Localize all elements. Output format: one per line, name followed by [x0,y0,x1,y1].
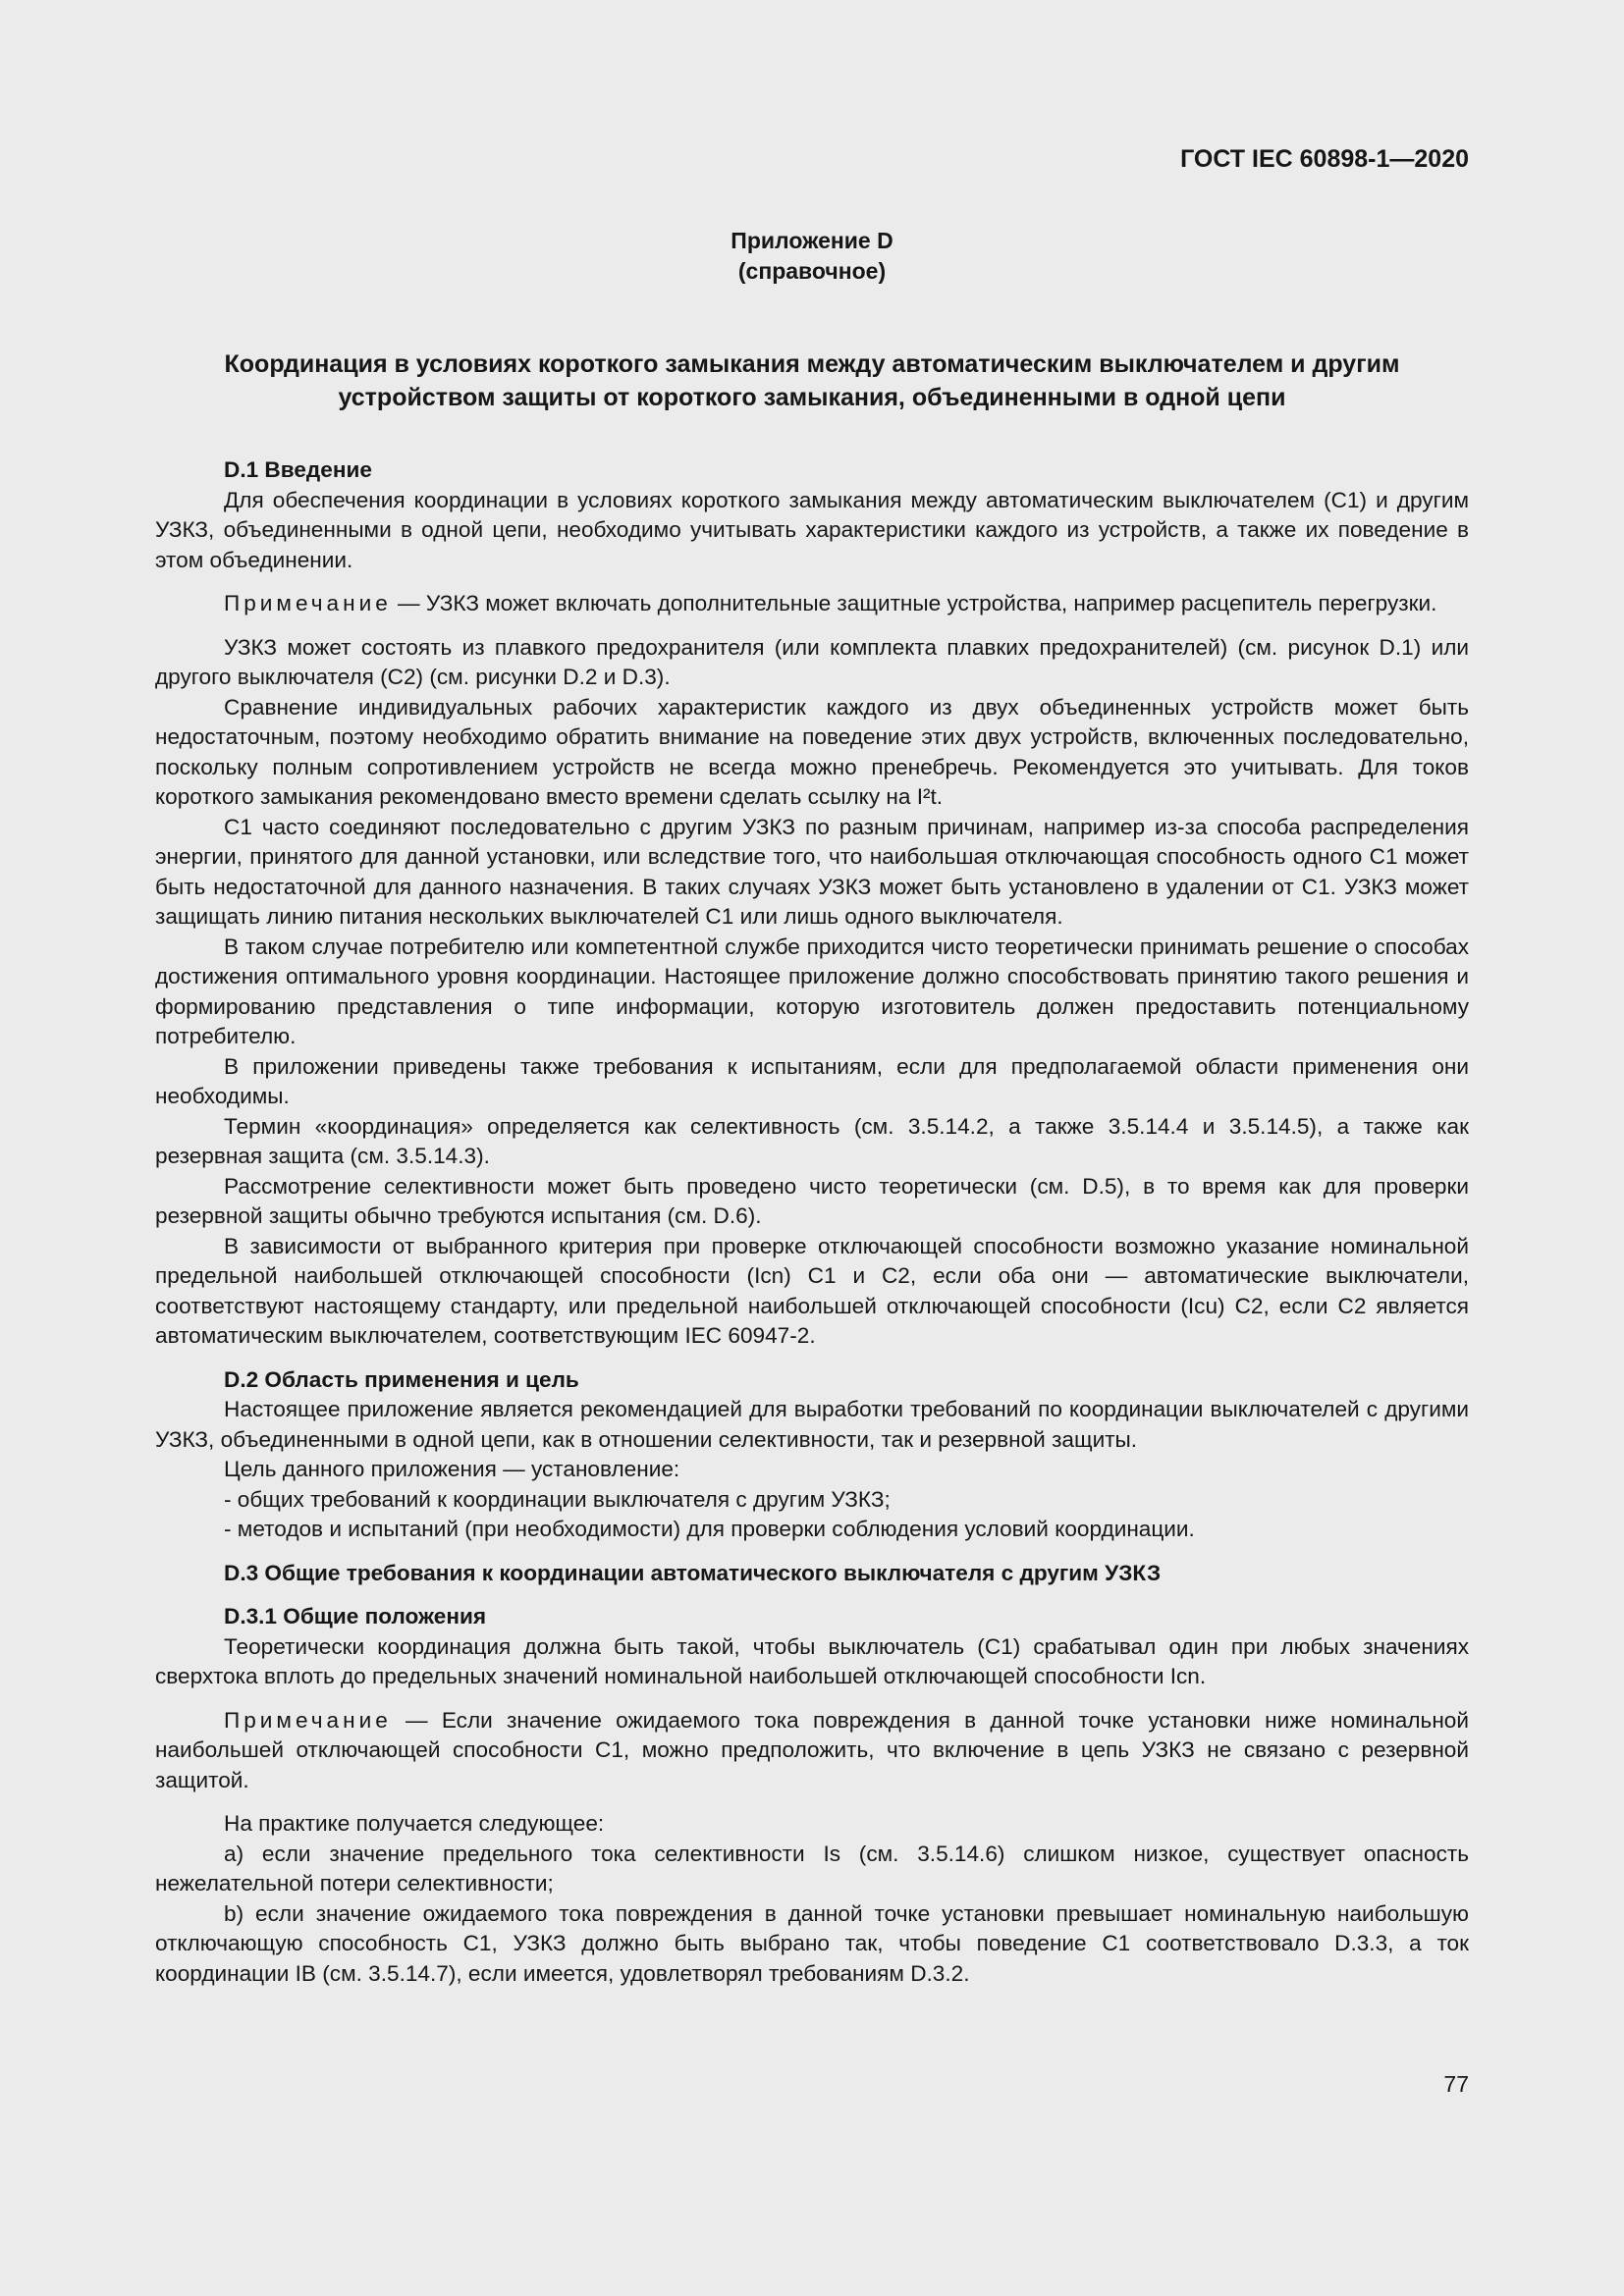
paragraph: В зависимости от выбранного критерия при проверке отключающей способности возможно указание номинальной предельной наибольшей отключающей способности (Icn) C1 и C2, если оба они — автоматические выключатели, соответствуют настоящему стандарту, или предельной наибольшей отключающей способности (Icu) C2, если C2 является автоматическим выключателем, соответствующим IEC 60947-2. [155,1233,1469,1348]
paragraph: УЗКЗ может состоять из плавкого предохранителя (или комплекта плавких предохранителей) (см. рисунок D.1) или другого выключателя (C2) (см. рисунки D.2 и D.3). [155,634,1469,689]
list-item: a) если значение предельного тока селективности Is (см. 3.5.14.6) слишком низкое, существует опасность нежелательной потери селективности; [155,1841,1469,1896]
paragraph: Рассмотрение селективности может быть проведено чисто теоретически (см. D.5), в то время как для проверки резервной защиты обычно требуются испытания (см. D.6). [155,1173,1469,1228]
section-heading-d1: D.1 Введение [224,457,372,482]
list-item: b) если значение ожидаемого тока повреждения в данной точке установки превышает номинальную наибольшую отключающую способность C1, УЗКЗ должно быть выбрано так, чтобы поведение C1 соответствовало D.3.3, а ток координации IB (см. 3.5.14.7), если имеется, удовлетворял требованиям D.3.2. [155,1900,1469,1986]
list-item: - общих требований к координации выключателя с другим УЗКЗ; [224,1486,891,1512]
appendix-kind: (справочное) [737,258,887,284]
appendix-title: Приложение D [731,228,893,253]
note-text: — Если значение ожидаемого тока повреждения в данной точке установки ниже номинальной наибольшей отключающей способности C1, можно предположить, что включение в цепь УЗКЗ не связано с резервной защитой. [155,1707,1469,1792]
title-line-2: устройством защиты от короткого замыкания, объединенными в одной цепи [338,384,1286,411]
paragraph: Сравнение индивидуальных рабочих характеристик каждого из двух объединенных устройств может быть недостаточным, поэтому необходимо обратить внимание на поведение этих двух устройств, включенных последовательно, поскольку полным сопротивлением устройств не всегда можно пренебречь. Рекомендуется это учитывать. Для токов короткого замыкания рекомендовано вместо времени сделать ссылку на I²t. [155,694,1469,809]
paragraph: Настоящее приложение является рекомендацией для выработки требований по координации выключателей с другими УЗКЗ, объединенными в одной цепи, как в отношении селективности, так и резервной защиты. [155,1397,1469,1452]
paragraph: Термин «координация» определяется как селективность (см. 3.5.14.2, а также 3.5.14.4 и 3.5.14.5), а также как резервная защита (см. 3.5.14.3). [155,1113,1469,1168]
appendix-main-title [155,347,1469,414]
note [155,1706,1469,1796]
section-heading-d3: D.3 Общие требования к координации автоматического выключателя с другим УЗКЗ [224,1560,1162,1585]
paragraph: Для обеспечения координации в условиях короткого замыкания между автоматическим выключателем (C1) и другим УЗКЗ, объединенными в одной цепи, необходимо учитывать характеристики каждого из устройств, а также их поведение в этом объединении. [155,487,1469,572]
document-id: ГОСТ IEC 60898-1—2020 [1180,145,1469,173]
page-number: 77 [1443,2071,1469,2097]
section-heading-d2: D.2 Область применения и цель [224,1366,579,1392]
paragraph: В таком случае потребителю или компетентной службе приходится чисто теоретически принимать решение о способах достижения оптимального уровня координации. Настоящее приложение должно способствовать принятию такого решения и формированию представления о типе информации, которую изготовитель должен предоставить потенциальному потребителю. [155,934,1469,1048]
title-line-1: Координация в условиях короткого замыкания между автоматическим выключателем и другим [224,350,1400,378]
paragraph: В приложении приведены также требования к испытаниям, если для предполагаемой области применения они необходимы. [155,1053,1469,1108]
paragraph: Цель данного приложения — установление: [224,1457,680,1481]
document-body [155,455,1469,1989]
paragraph: Теоретически координация должна быть такой, чтобы выключатель (C1) срабатывал один при любых значениях сверхтока вплоть до предельных значений номинальной наибольшей отключающей способности Icn. [155,1633,1469,1688]
list-item: - методов и испытаний (при необходимости) для проверки соблюдения условий координации. [224,1517,1195,1541]
appendix-heading [0,226,1624,287]
note-label: Примечание [224,591,392,615]
subsection-heading-d31: D.3.1 Общие положения [224,1604,487,1629]
note-text: — УЗКЗ может включать дополнительные защитные устройства, например расцепитель перегрузки. [391,591,1437,615]
paragraph: На практике получается следующее: [224,1811,605,1836]
note [155,589,1469,619]
note-label: Примечание [224,1707,392,1733]
paragraph: C1 часто соединяют последовательно с другим УЗКЗ по разным причинам, например из-за способа распределения энергии, принятого для данной установки, или вследствие того, что наибольшая отключающая способность одного C1 может быть недостаточной для данного назначения. В таких случаях УЗКЗ может быть установлено в удалении от C1. УЗКЗ может защищать линию питания нескольких выключателей C1 или лишь одного выключателя. [155,814,1469,929]
